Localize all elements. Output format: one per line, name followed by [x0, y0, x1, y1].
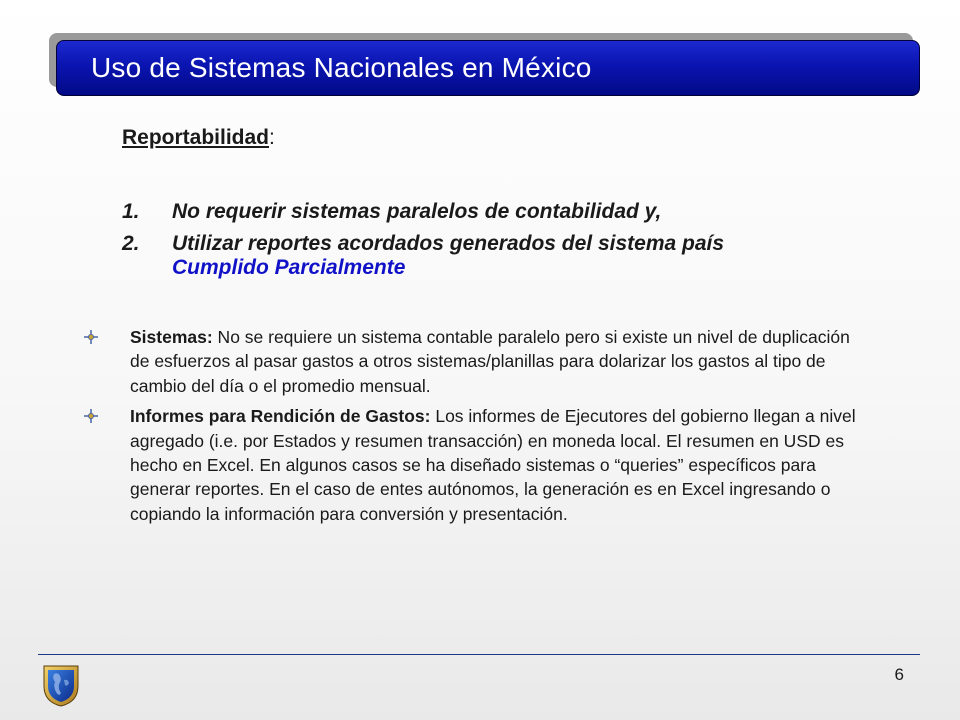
page-number: 6 [894, 665, 904, 684]
section-heading [122, 126, 275, 150]
crosshair-bullet-icon [84, 325, 130, 349]
section-heading-text: Reportabilidad [122, 126, 270, 149]
bullet-item-informes [84, 404, 874, 526]
item-number: 1. [122, 200, 140, 223]
bullet-text [130, 325, 874, 398]
bullet-list [84, 325, 874, 532]
item-number: 2. [122, 232, 140, 255]
item-text: No requerir sistemas paralelos de contabilidad y, [172, 200, 662, 223]
status-text: Cumplido Parcialmente [172, 256, 406, 279]
item-text: Utilizar reportes acordados generados del sistema país [172, 232, 725, 255]
bullet-item-sistemas [84, 325, 874, 398]
title-bar [56, 40, 920, 96]
footer-divider [38, 654, 920, 655]
crosshair-bullet-icon [84, 404, 130, 428]
bullet-body: Los informes de Ejecutores del gobierno llegan a nivel agregado (i.e. por Estados y resumen transacción) en moneda local. El resumen en USD es hecho en Excel. En algunos casos se ha diseñado sistemas o “queries” específicos para generar reportes. En el caso de entes autónomos, la generación es en Excel ingresando o copiando la información para conversión y presentación. [130, 406, 856, 524]
slide-title: Uso de Sistemas Nacionales en México [91, 52, 592, 83]
globe-shield-logo-icon [40, 662, 82, 713]
bullet-body: No se requiere un sistema contable paralelo pero si existe un nivel de duplicación de esfuerzos al pasar gastos a otros sistemas/planillas para dolarizar los gastos al tipo de cambio del día o el promedio mensual. [130, 327, 850, 396]
numbered-item-1 [122, 196, 922, 228]
bullet-label: Sistemas: [130, 327, 213, 347]
bullet-text [130, 404, 874, 526]
numbered-list [122, 196, 922, 280]
section-heading-colon: : [269, 126, 275, 149]
bullet-label: Informes para Rendición de Gastos: [130, 406, 431, 427]
